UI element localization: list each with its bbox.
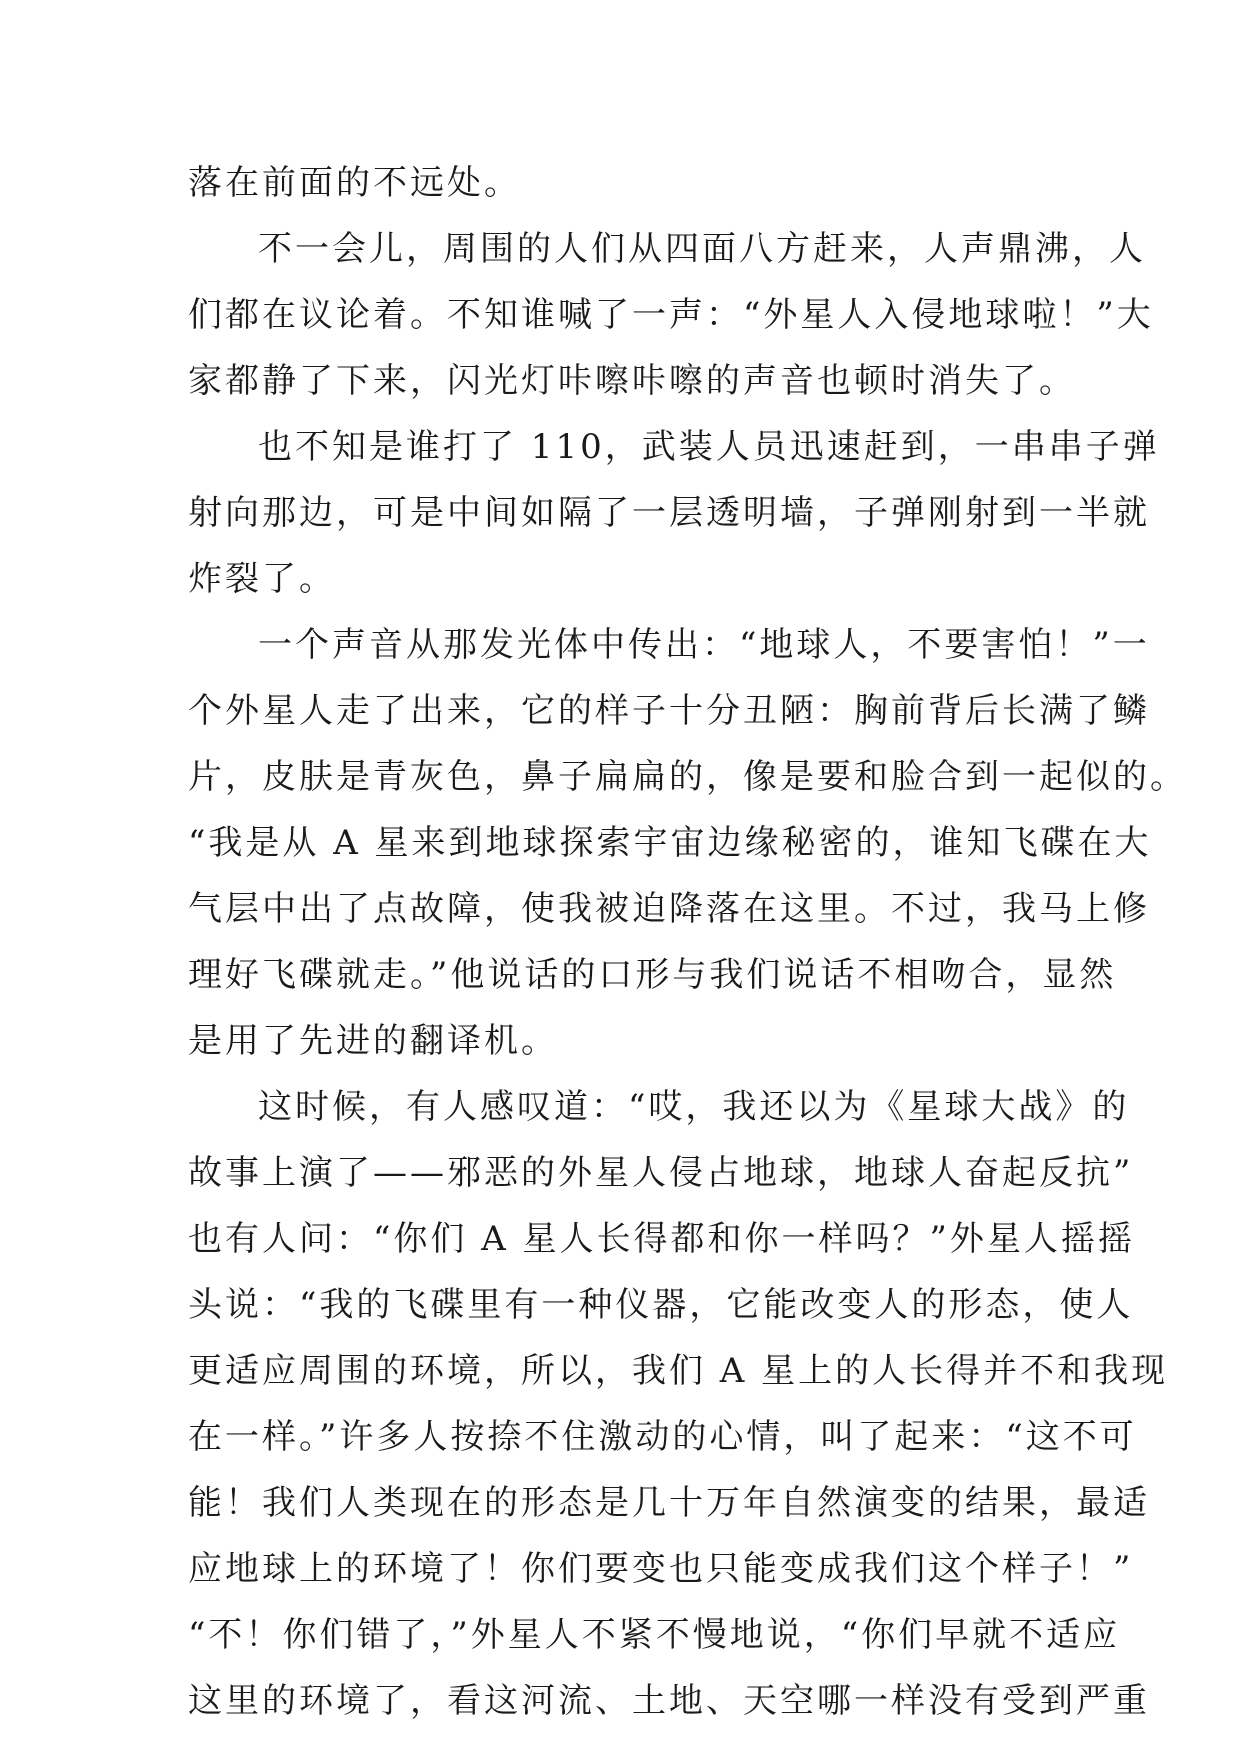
text-line: 在一样。”许多人按捺不住激动的心情，叫了起来：“这不可 xyxy=(188,1417,1137,1457)
body-text xyxy=(188,150,1187,1734)
text-line: “不！你们错了，”外星人不紧不慢地说，“你们早就不适应 xyxy=(188,1615,1121,1655)
text-line: 更适应周围的环境，所以，我们 A 星上的人长得并不和我现 xyxy=(188,1351,1169,1391)
text-line: “我是从 A 星来到地球探索宇宙边缘秘密的，谁知飞碟在大 xyxy=(188,823,1152,863)
text-line: 家都静了下来，闪光灯咔嚓咔嚓的声音也顿时消失了。 xyxy=(188,361,1076,401)
text-line: 是用了先进的翻译机。 xyxy=(188,1021,558,1061)
text-line: 这里的环境了，看这河流、土地、天空哪一样没有受到严重 xyxy=(188,1681,1150,1721)
text-line: 一个声音从那发光体中传出：“地球人，不要害怕！”一 xyxy=(258,625,1150,665)
text-line: 们都在议论着。不知谁喊了一声：“外星人入侵地球啦！”大 xyxy=(188,295,1154,335)
text-line: 个外星人走了出来，它的样子十分丑陋：胸前背后长满了鳞 xyxy=(188,691,1150,731)
text-line: 炸裂了。 xyxy=(188,559,336,599)
text-line: 射向那边，可是中间如隔了一层透明墙，子弹刚射到一半就 xyxy=(188,493,1150,533)
text-line: 落在前面的不远处。 xyxy=(188,163,521,203)
text-line: 也有人问：“你们 A 星人长得都和你一样吗？”外星人摇摇 xyxy=(188,1219,1135,1259)
text-line: 也不知是谁打了 110，武装人员迅速赶到，一串串子弹 xyxy=(258,427,1160,467)
text-line: 应地球上的环境了！你们要变也只能变成我们这个样子！” xyxy=(188,1549,1134,1589)
text-line: 气层中出了点故障，使我被迫降落在这里。不过，我马上修 xyxy=(188,889,1150,929)
text-line: 头说：“我的飞碟里有一种仪器，它能改变人的形态，使人 xyxy=(188,1285,1134,1325)
text-line: 故事上演了——邪恶的外星人侵占地球，地球人奋起反抗” xyxy=(188,1153,1134,1193)
text-line: 能！我们人类现在的形态是几十万年自然演变的结果，最适 xyxy=(188,1483,1150,1523)
text-line: 片，皮肤是青灰色，鼻子扁扁的，像是要和脸合到一起似的。 xyxy=(188,757,1187,797)
text-line: 不一会儿，周围的人们从四面八方赶来，人声鼎沸，人 xyxy=(258,229,1146,269)
text-line: 这时候，有人感叹道：“哎，我还以为《星球大战》的 xyxy=(258,1087,1130,1127)
text-line: 理好飞碟就走。”他说话的口形与我们说话不相吻合，显然 xyxy=(188,955,1117,995)
